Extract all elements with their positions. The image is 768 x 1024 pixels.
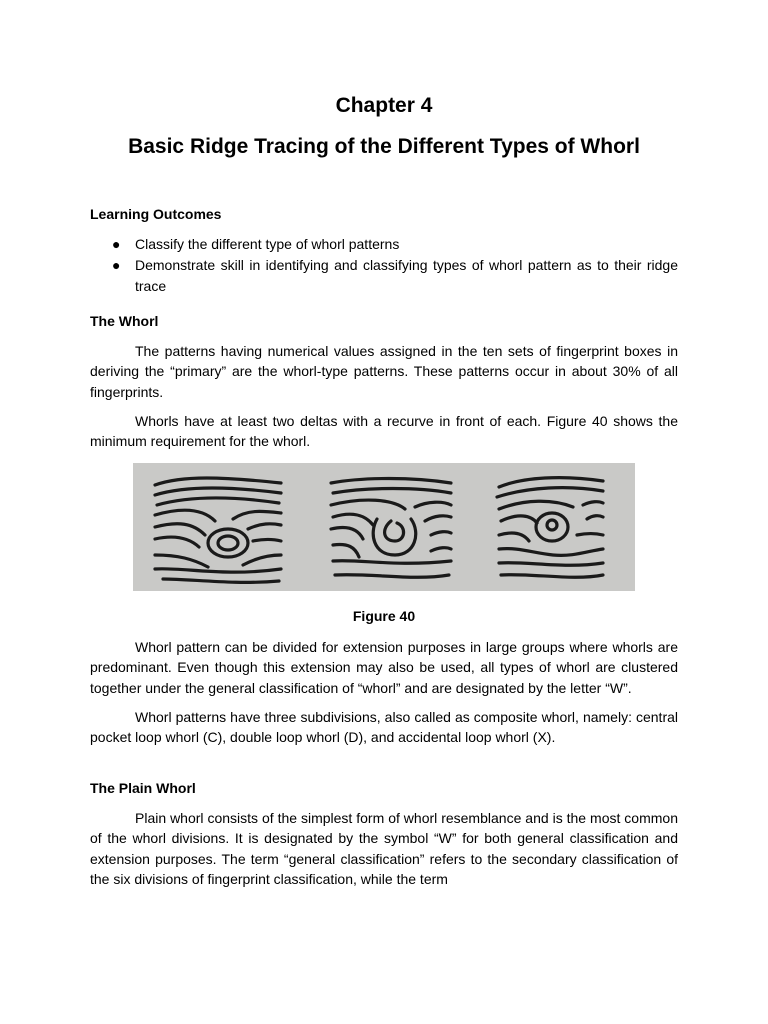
bullet-icon: ● xyxy=(112,236,121,252)
list-item: ● Demonstrate skill in identifying and classifying types of whorl pattern as to their ridge trace xyxy=(112,257,678,294)
plain-whorl-heading: The Plain Whorl xyxy=(90,780,196,796)
learning-outcomes-list xyxy=(90,234,678,297)
learning-outcomes-section xyxy=(90,204,678,297)
whorl-paragraph-1: The patterns having numerical values assigned in the ten sets of fingerprint boxes in deriving the “primary” are the whorl-type patterns. These patterns occur in about 30% of all fingerprints. xyxy=(90,343,678,400)
learning-outcomes-heading: Learning Outcomes xyxy=(90,206,222,222)
extension-section xyxy=(90,637,678,747)
whorl-fingerprint-1-icon xyxy=(155,478,281,582)
extension-paragraph-1: Whorl pattern can be divided for extension purposes in large groups where whorls are predominant. Even though this extension may also be used, all types of whorl are clustered together under the general classification of “whorl” and are designated by the letter “W”. xyxy=(90,639,678,696)
whorl-section xyxy=(90,311,678,451)
chapter-heading: Chapter 4 xyxy=(335,94,433,117)
list-item: ● Classify the different type of whorl patterns xyxy=(90,234,678,255)
figure-caption: Figure 40 xyxy=(352,608,416,624)
page-title: Basic Ridge Tracing of the Different Types of Whorl xyxy=(128,135,640,158)
whorl-fingerprint-2-icon xyxy=(331,479,451,578)
whorl-fingerprint-3-icon xyxy=(497,478,603,578)
whorl-heading: The Whorl xyxy=(90,313,159,329)
plain-whorl-section xyxy=(90,778,678,889)
extension-paragraph-2: Whorl patterns have three subdivisions, also called as composite whorl, namely: central pocket loop whorl (C), double loop whorl (D), and accidental loop whorl (X). xyxy=(90,708,678,746)
plain-whorl-paragraph-1: Plain whorl consists of the simplest form of whorl resemblance and is the most common of the whorl divisions. It is designated by the symbol “W” for both general classification and extension purposes. The term “general classification” refers to the secondary classification of the six divisions of fingerprint classification, while the term xyxy=(90,810,678,887)
bullet-icon: ● xyxy=(112,257,121,273)
whorl-paragraph-2: Whorls have at least two deltas with a recurve in front of each. Figure 40 shows the minimum requirement for the whorl. xyxy=(90,412,678,450)
figure-40-image xyxy=(133,463,635,591)
